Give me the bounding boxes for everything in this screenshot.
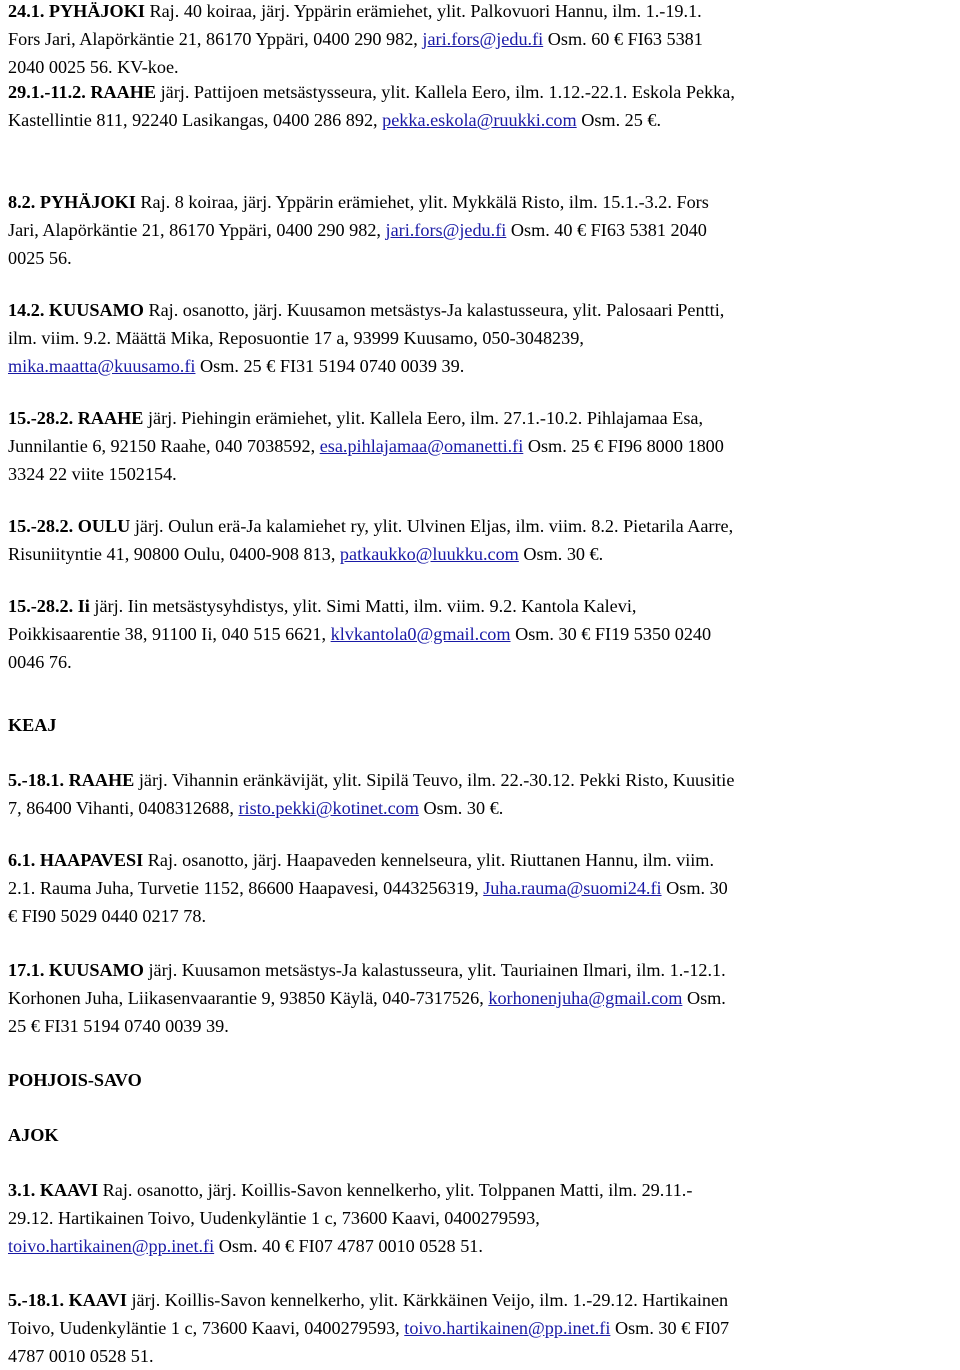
event-entry [8, 767, 734, 823]
event-date-location: 15.-28.2. RAAHE [8, 408, 144, 428]
entry-text: 7, 86400 Vihanti, 0408312688, [8, 797, 239, 818]
event-date-location: 29.1.-11.2. RAAHE [8, 82, 157, 102]
entry-line [8, 985, 726, 1013]
entry-text-after-link: Osm. 40 € FI63 5381 2040 [506, 219, 707, 240]
email-link[interactable]: mika.maatta@kuusamo.fi [8, 355, 196, 376]
event-entry [8, 189, 709, 272]
event-entry [8, 0, 703, 81]
email-link[interactable]: jari.fors@jedu.fi [422, 28, 544, 49]
entry-text: 3324 22 viite 1502154. [8, 463, 177, 484]
entry-text: Risuniityntie 41, 90800 Oulu, 0400-908 813, [8, 543, 340, 564]
entry-text: Raj. 40 koiraa, järj. Yppärin erämiehet, ylit. Palkovuori Hannu, ilm. 1.-19.1. [144, 1, 702, 21]
entry-text-after-link: Osm. 25 €. [576, 109, 662, 130]
event-date-location: 17.1. KUUSAMO [8, 960, 144, 980]
entry-text-after-link: Osm. 30 € FI19 5350 0240 [510, 623, 712, 644]
entry-text: Poikkisaarentie 38, 91100 Ii, 040 515 6621, [8, 623, 331, 644]
entry-text: järj. Pattijoen metsästysseura, ylit. Kallela Eero, ilm. 1.12.-22.1. Eskola Pekka, [156, 82, 735, 102]
entry-line [8, 847, 728, 875]
entry-text-after-link: Osm. 30 [661, 877, 728, 898]
entry-line [8, 353, 724, 381]
email-link[interactable]: toivo.hartikainen@pp.inet.fi [404, 1317, 611, 1338]
event-entry [8, 1287, 729, 1370]
email-link[interactable]: korhonenjuha@gmail.com [488, 987, 683, 1008]
entry-line [8, 325, 724, 353]
entry-line [8, 593, 711, 621]
event-date-location: 15.-28.2. Ii [8, 596, 90, 616]
entry-line [8, 79, 735, 107]
event-entry [8, 1177, 692, 1260]
entry-line [8, 875, 728, 903]
entry-line [8, 245, 709, 273]
entry-text-after-link: Osm. 40 € FI07 4787 0010 0528 51. [214, 1235, 483, 1256]
entry-text: järj. Koillis-Savon kennelkerho, ylit. Kärkkäinen Veijo, ilm. 1.-29.12. Hartikainen [126, 1290, 729, 1310]
entry-line [8, 541, 733, 569]
section-heading-pohjois-savo: POHJOIS-SAVO [8, 1070, 142, 1090]
email-link[interactable]: Juha.rauma@suomi24.fi [483, 877, 662, 898]
entry-text: Fors Jari, Alapörkäntie 21, 86170 Yppäri, 0400 290 982, [8, 28, 423, 49]
entry-text: Jari, Alapörkäntie 21, 86170 Yppäri, 0400 290 982, [8, 219, 386, 240]
entry-line [8, 1287, 729, 1315]
event-entry [8, 513, 733, 569]
email-link[interactable]: risto.pekki@kotinet.com [238, 797, 419, 818]
entry-line [8, 1177, 692, 1205]
event-date-location: 24.1. PYHÄJOKI [8, 1, 145, 21]
entry-text-after-link: Osm. 30 € FI07 [610, 1317, 730, 1338]
entry-line [8, 405, 724, 433]
event-date-location: 5.-18.1. KAAVI [8, 1290, 127, 1310]
event-entry [8, 957, 726, 1040]
entry-text: Junnilantie 6, 92150 Raahe, 040 7038592, [8, 435, 320, 456]
entry-line [8, 54, 703, 82]
entry-line [8, 957, 726, 985]
entry-line [8, 1013, 726, 1041]
event-date-location: 8.2. PYHÄJOKI [8, 192, 136, 212]
entry-text: 25 € FI31 5194 0740 0039 39. [8, 1015, 229, 1036]
entry-text: 0046 76. [8, 651, 72, 672]
entry-line [8, 649, 711, 677]
entry-text: 2.1. Rauma Juha, Turvetie 1152, 86600 Haapavesi, 0443256319, [8, 877, 484, 898]
entry-line [8, 1315, 729, 1343]
entry-line [8, 217, 709, 245]
event-entry [8, 593, 711, 676]
entry-text: ilm. viim. 9.2. Määttä Mika, Reposuontie 17 a, 93999 Kuusamo, 050-3048239, [8, 327, 584, 348]
entry-line [8, 767, 734, 795]
entry-text: Raj. osanotto, järj. Haapaveden kennelseura, ylit. Riuttanen Hannu, ilm. viim. [143, 850, 714, 870]
entry-line [8, 513, 733, 541]
event-date-location: 3.1. KAAVI [8, 1180, 99, 1200]
entry-text: järj. Oulun erä-Ja kalamiehet ry, ylit. Ulvinen Eljas, ilm. viim. 8.2. Pietarila Aarre, [130, 516, 734, 536]
email-link[interactable]: esa.pihlajamaa@omanetti.fi [319, 435, 524, 456]
event-entry [8, 847, 728, 930]
entry-line [8, 26, 703, 54]
entry-line [8, 1343, 729, 1370]
entry-text: järj. Vihannin eränkävijät, ylit. Sipilä Teuvo, ilm. 22.-30.12. Pekki Risto, Kuusitie [134, 770, 735, 790]
entry-text-after-link: Osm. 25 € FI31 5194 0740 0039 39. [195, 355, 465, 376]
entry-text: Raj. 8 koiraa, järj. Yppärin erämiehet, ylit. Mykkälä Risto, ilm. 15.1.-3.2. Fors [135, 192, 709, 212]
section-heading-ajok: AJOK [8, 1125, 59, 1145]
entry-line [8, 107, 735, 135]
entry-text: 0025 56. [8, 247, 72, 268]
entry-text: järj. Iin metsästysyhdistys, ylit. Simi Matti, ilm. viim. 9.2. Kantola Kalevi, [89, 596, 637, 616]
entry-line [8, 903, 728, 931]
entry-line [8, 1233, 692, 1261]
entry-text: 4787 0010 0528 51. [8, 1345, 154, 1366]
email-link[interactable]: patkaukko@luukku.com [339, 543, 519, 564]
email-link[interactable]: pekka.eskola@ruukki.com [382, 109, 577, 130]
event-entry [8, 405, 724, 488]
entry-text: Korhonen Juha, Liikasenvaarantie 9, 93850 Käylä, 040-7317526, [8, 987, 489, 1008]
email-link[interactable]: klvkantola0@gmail.com [330, 623, 511, 644]
event-date-location: 5.-18.1. RAAHE [8, 770, 135, 790]
entry-text-after-link: Osm. 30 €. [518, 543, 604, 564]
entry-line [8, 433, 724, 461]
event-date-location: 6.1. HAAPAVESI [8, 850, 144, 870]
entry-text: Raj. osanotto, järj. Koillis-Savon kennelkerho, ylit. Tolppanen Matti, ilm. 29.11.- [98, 1180, 693, 1200]
email-link[interactable]: jari.fors@jedu.fi [385, 219, 507, 240]
entry-line [8, 461, 724, 489]
entry-text-after-link: Osm. 25 € FI96 8000 1800 [523, 435, 724, 456]
event-date-location: 15.-28.2. OULU [8, 516, 131, 536]
event-entry [8, 79, 735, 135]
entry-text: 2040 0025 56. KV-koe. [8, 56, 179, 77]
entry-line [8, 795, 734, 823]
entry-text-after-link: Osm. [682, 987, 726, 1008]
entry-text: järj. Piehingin erämiehet, ylit. Kallela Eero, ilm. 27.1.-10.2. Pihlajamaa Esa, [143, 408, 704, 428]
event-date-location: 14.2. KUUSAMO [8, 300, 144, 320]
entry-line [8, 189, 709, 217]
entry-text: 29.12. Hartikainen Toivo, Uudenkyläntie 1 c, 73600 Kaavi, 0400279593, [8, 1207, 540, 1228]
entry-line [8, 621, 711, 649]
entry-text: Toivo, Uudenkyläntie 1 c, 73600 Kaavi, 0400279593, [8, 1317, 405, 1338]
entry-line [8, 0, 703, 26]
entry-text: € FI90 5029 0440 0217 78. [8, 905, 207, 926]
entry-text: Raj. osanotto, järj. Kuusamon metsästys-Ja kalastusseura, ylit. Palosaari Pentti, [143, 300, 725, 320]
entry-text: järj. Kuusamon metsästys-Ja kalastusseura, ylit. Tauriainen Ilmari, ilm. 1.-12.1. [143, 960, 726, 980]
entry-text: Kastellintie 811, 92240 Lasikangas, 0400 286 892, [8, 109, 383, 130]
section-heading-keaj: KEAJ [8, 715, 57, 735]
email-link[interactable]: toivo.hartikainen@pp.inet.fi [8, 1235, 215, 1256]
entry-text-after-link: Osm. 60 € FI63 5381 [543, 28, 703, 49]
entry-text-after-link: Osm. 30 €. [418, 797, 504, 818]
entry-line [8, 297, 724, 325]
entry-line [8, 1205, 692, 1233]
event-entry [8, 297, 724, 380]
